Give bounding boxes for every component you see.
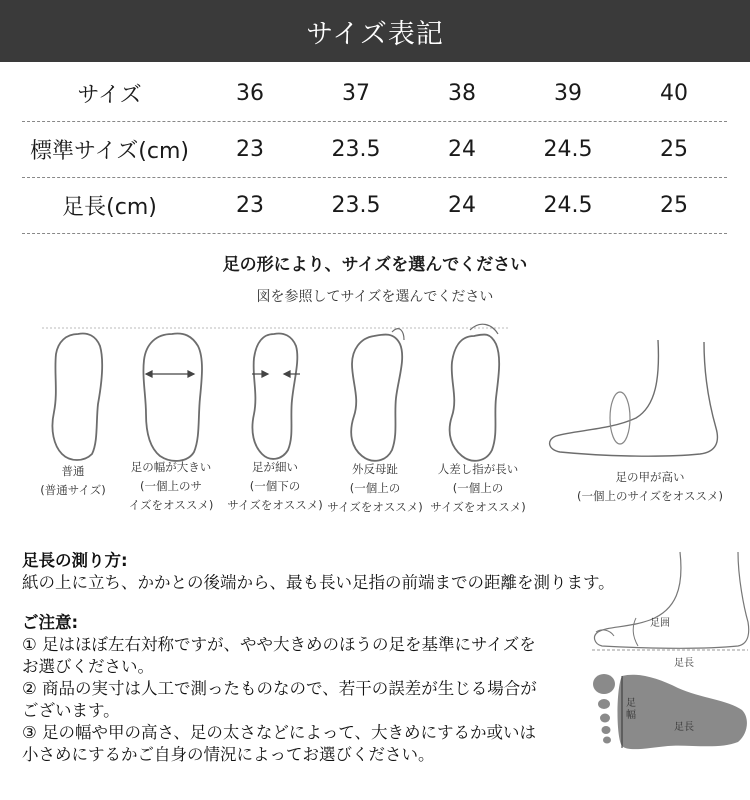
table-cell: 24: [448, 193, 476, 218]
girth-label: 足囲: [650, 618, 670, 629]
measurement-diagram: [588, 548, 750, 800]
note-line: ③ 足の幅や甲の高さ、足の太さなどによって、大きめにするか或いは: [22, 723, 537, 742]
table-row: [22, 66, 727, 122]
table-cell: 24.5: [543, 137, 593, 162]
note-line: 小さめにするかご自身の情況によってお選びください。: [22, 745, 435, 764]
side-foot-icon: [595, 552, 749, 648]
bunion-foot-icon: [351, 334, 402, 460]
foot-type-label: 外反母趾 (一個上の サイズをオススメ): [327, 462, 423, 514]
foot-guide-subtitle: 図を参照してサイズを選んでください: [256, 289, 494, 305]
foot-guide-title: 足の形により、サイズを選んでください: [222, 255, 528, 275]
table-row: [22, 122, 727, 178]
table-cell: 25: [660, 137, 688, 162]
table-cell: 36: [236, 81, 264, 106]
long-toe-foot-icon: [450, 334, 500, 460]
table-cell: 38: [448, 81, 476, 106]
table-cell: 37: [342, 81, 370, 106]
foot-types-illustration: [0, 318, 750, 528]
length-label: 足長: [674, 722, 694, 733]
table-cell: 24.5: [543, 193, 593, 218]
table-cell: 40: [660, 81, 688, 106]
normal-foot-icon: [52, 334, 102, 461]
narrow-foot-icon: [252, 334, 297, 459]
foot-measure-illustration: [588, 548, 750, 800]
instructions: [22, 550, 682, 766]
table-cell: 23.5: [331, 137, 381, 162]
page-title: サイズ表記: [306, 18, 444, 50]
row-label: 標準サイズ(cm): [30, 139, 189, 164]
high-instep-foot-icon: [550, 340, 718, 456]
width-label: 足幅: [626, 698, 636, 721]
measure-heading: 足長の測り方:: [22, 551, 128, 570]
note-line: ② 商品の実寸は人工で測ったものなので、若干の誤差が生じる場合が: [22, 679, 537, 698]
note-line: お選びください。: [22, 657, 154, 676]
table-cell: 23: [236, 193, 264, 218]
size-table: [22, 66, 727, 234]
note-line: ございます。: [22, 701, 120, 720]
measure-text: 紙の上に立ち、かかとの後端から、最も長い足指の前端までの距離を測ります。: [22, 573, 615, 592]
foot-type-label: 足が細い (一個下の サイズをオススメ): [227, 460, 323, 512]
foot-type-label: 足の甲が高い (一個上のサイズをオススメ): [577, 470, 723, 503]
foot-type-label: 人差し指が長い (一個上の サイズをオススメ): [430, 462, 526, 514]
page-header: [0, 0, 750, 62]
table-row: [22, 178, 727, 234]
table-cell: 24: [448, 137, 476, 162]
footprint-icon: [593, 674, 747, 749]
wide-foot-icon: [143, 334, 202, 461]
row-label: サイズ: [77, 83, 142, 108]
table-cell: 25: [660, 193, 688, 218]
table-cell: 23: [236, 137, 264, 162]
length-label: 足長: [674, 658, 694, 669]
table-cell: 39: [554, 81, 582, 106]
table-cell: 23.5: [331, 193, 381, 218]
foot-type-label: 足の幅が大きい (一個上のサ イズをオススメ): [128, 460, 214, 512]
foot-type-label: 普通 (普通サイズ): [40, 464, 106, 497]
note-line: ① 足はほぼ左右対称ですが、やや大きめのほうの足を基準にサイズを: [22, 635, 536, 654]
notes-heading: ご注意:: [22, 613, 79, 632]
row-label: 足長(cm): [62, 195, 157, 220]
